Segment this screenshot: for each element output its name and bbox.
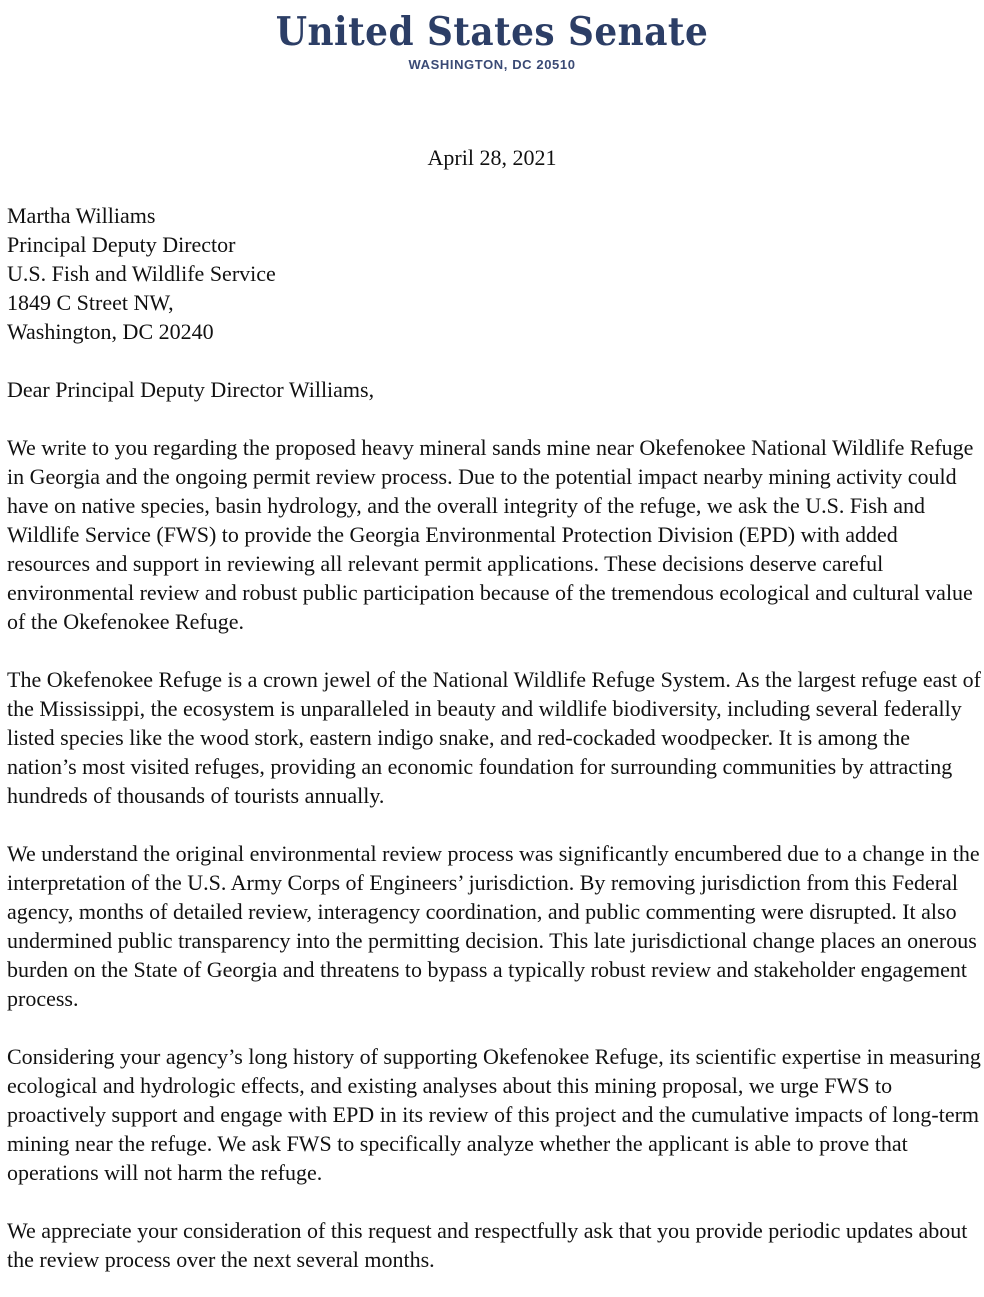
senate-name: United States Senate	[275, 9, 709, 55]
paragraph: We understand the original environmental review process was significantly encumbered due to a change in the interpretation of the U.S. Army Corps of Engineers’ jurisdiction. By removing jurisdiction from this Federal agency, months of detailed review, interagency coordination, and public commenting were disrupted. It also undermined public transparency into the permitting decision. This late jurisdictional change places an onerous burden on the State of Georgia and threatens to bypass a typically robust review and stakeholder engagement process.	[7, 841, 980, 1011]
recipient-address	[7, 201, 982, 346]
recipient-name: Martha Williams	[7, 203, 156, 228]
senate-address: WASHINGTON, DC 20510	[408, 57, 576, 72]
paragraph: The Okefenokee Refuge is a crown jewel of the National Wildlife Refuge System. As the largest refuge east of the Mississippi, the ecosystem is unparalleled in beauty and wildlife biodiversity, including several federally listed species like the wood stork, eastern indigo snake, and red-cockaded woodpecker. It is among the nation’s most visited refuges, providing an economic foundation for surrounding communities by attracting hundreds of thousands of tourists annually.	[7, 667, 981, 808]
paragraph: We appreciate your consideration of this request and respectfully ask that you provide periodic updates about the review process over the next several months.	[7, 1218, 968, 1272]
recipient-title: Principal Deputy Director	[7, 232, 236, 257]
paragraph: Considering your agency’s long history of supporting Okefenokee Refuge, its scientific expertise in measuring ecological and hydrologic effects, and existing analyses about this mining proposal, we urge FWS to proactively support and engage with EPD in its review of this project and the cumulative impacts of long-term mining near the refuge. We ask FWS to specifically analyze whether the applicant is able to prove that operations will not harm the refuge.	[7, 1044, 981, 1185]
salutation: Dear Principal Deputy Director Williams,	[7, 377, 375, 402]
recipient-street: 1849 C Street NW,	[7, 290, 174, 315]
recipient-agency: U.S. Fish and Wildlife Service	[7, 261, 276, 286]
letter-date: April 28, 2021	[427, 145, 557, 170]
letter-body	[7, 201, 982, 1274]
letterhead	[0, 8, 984, 73]
recipient-city: Washington, DC 20240	[7, 319, 214, 344]
paragraph: We write to you regarding the proposed heavy mineral sands mine near Okefenokee National Wildlife Refuge in Georgia and the ongoing permit review process. Due to the potential impact nearby mining activity could have on native species, basin hydrology, and the overall integrity of the refuge, we ask the U.S. Fish and Wildlife Service (FWS) to provide the Georgia Environmental Protection Division (EPD) with added resources and support in reviewing all relevant permit applications. These decisions deserve careful environmental review and robust public participation because of the tremendous ecological and cultural value of the Okefenokee Refuge.	[7, 435, 974, 634]
